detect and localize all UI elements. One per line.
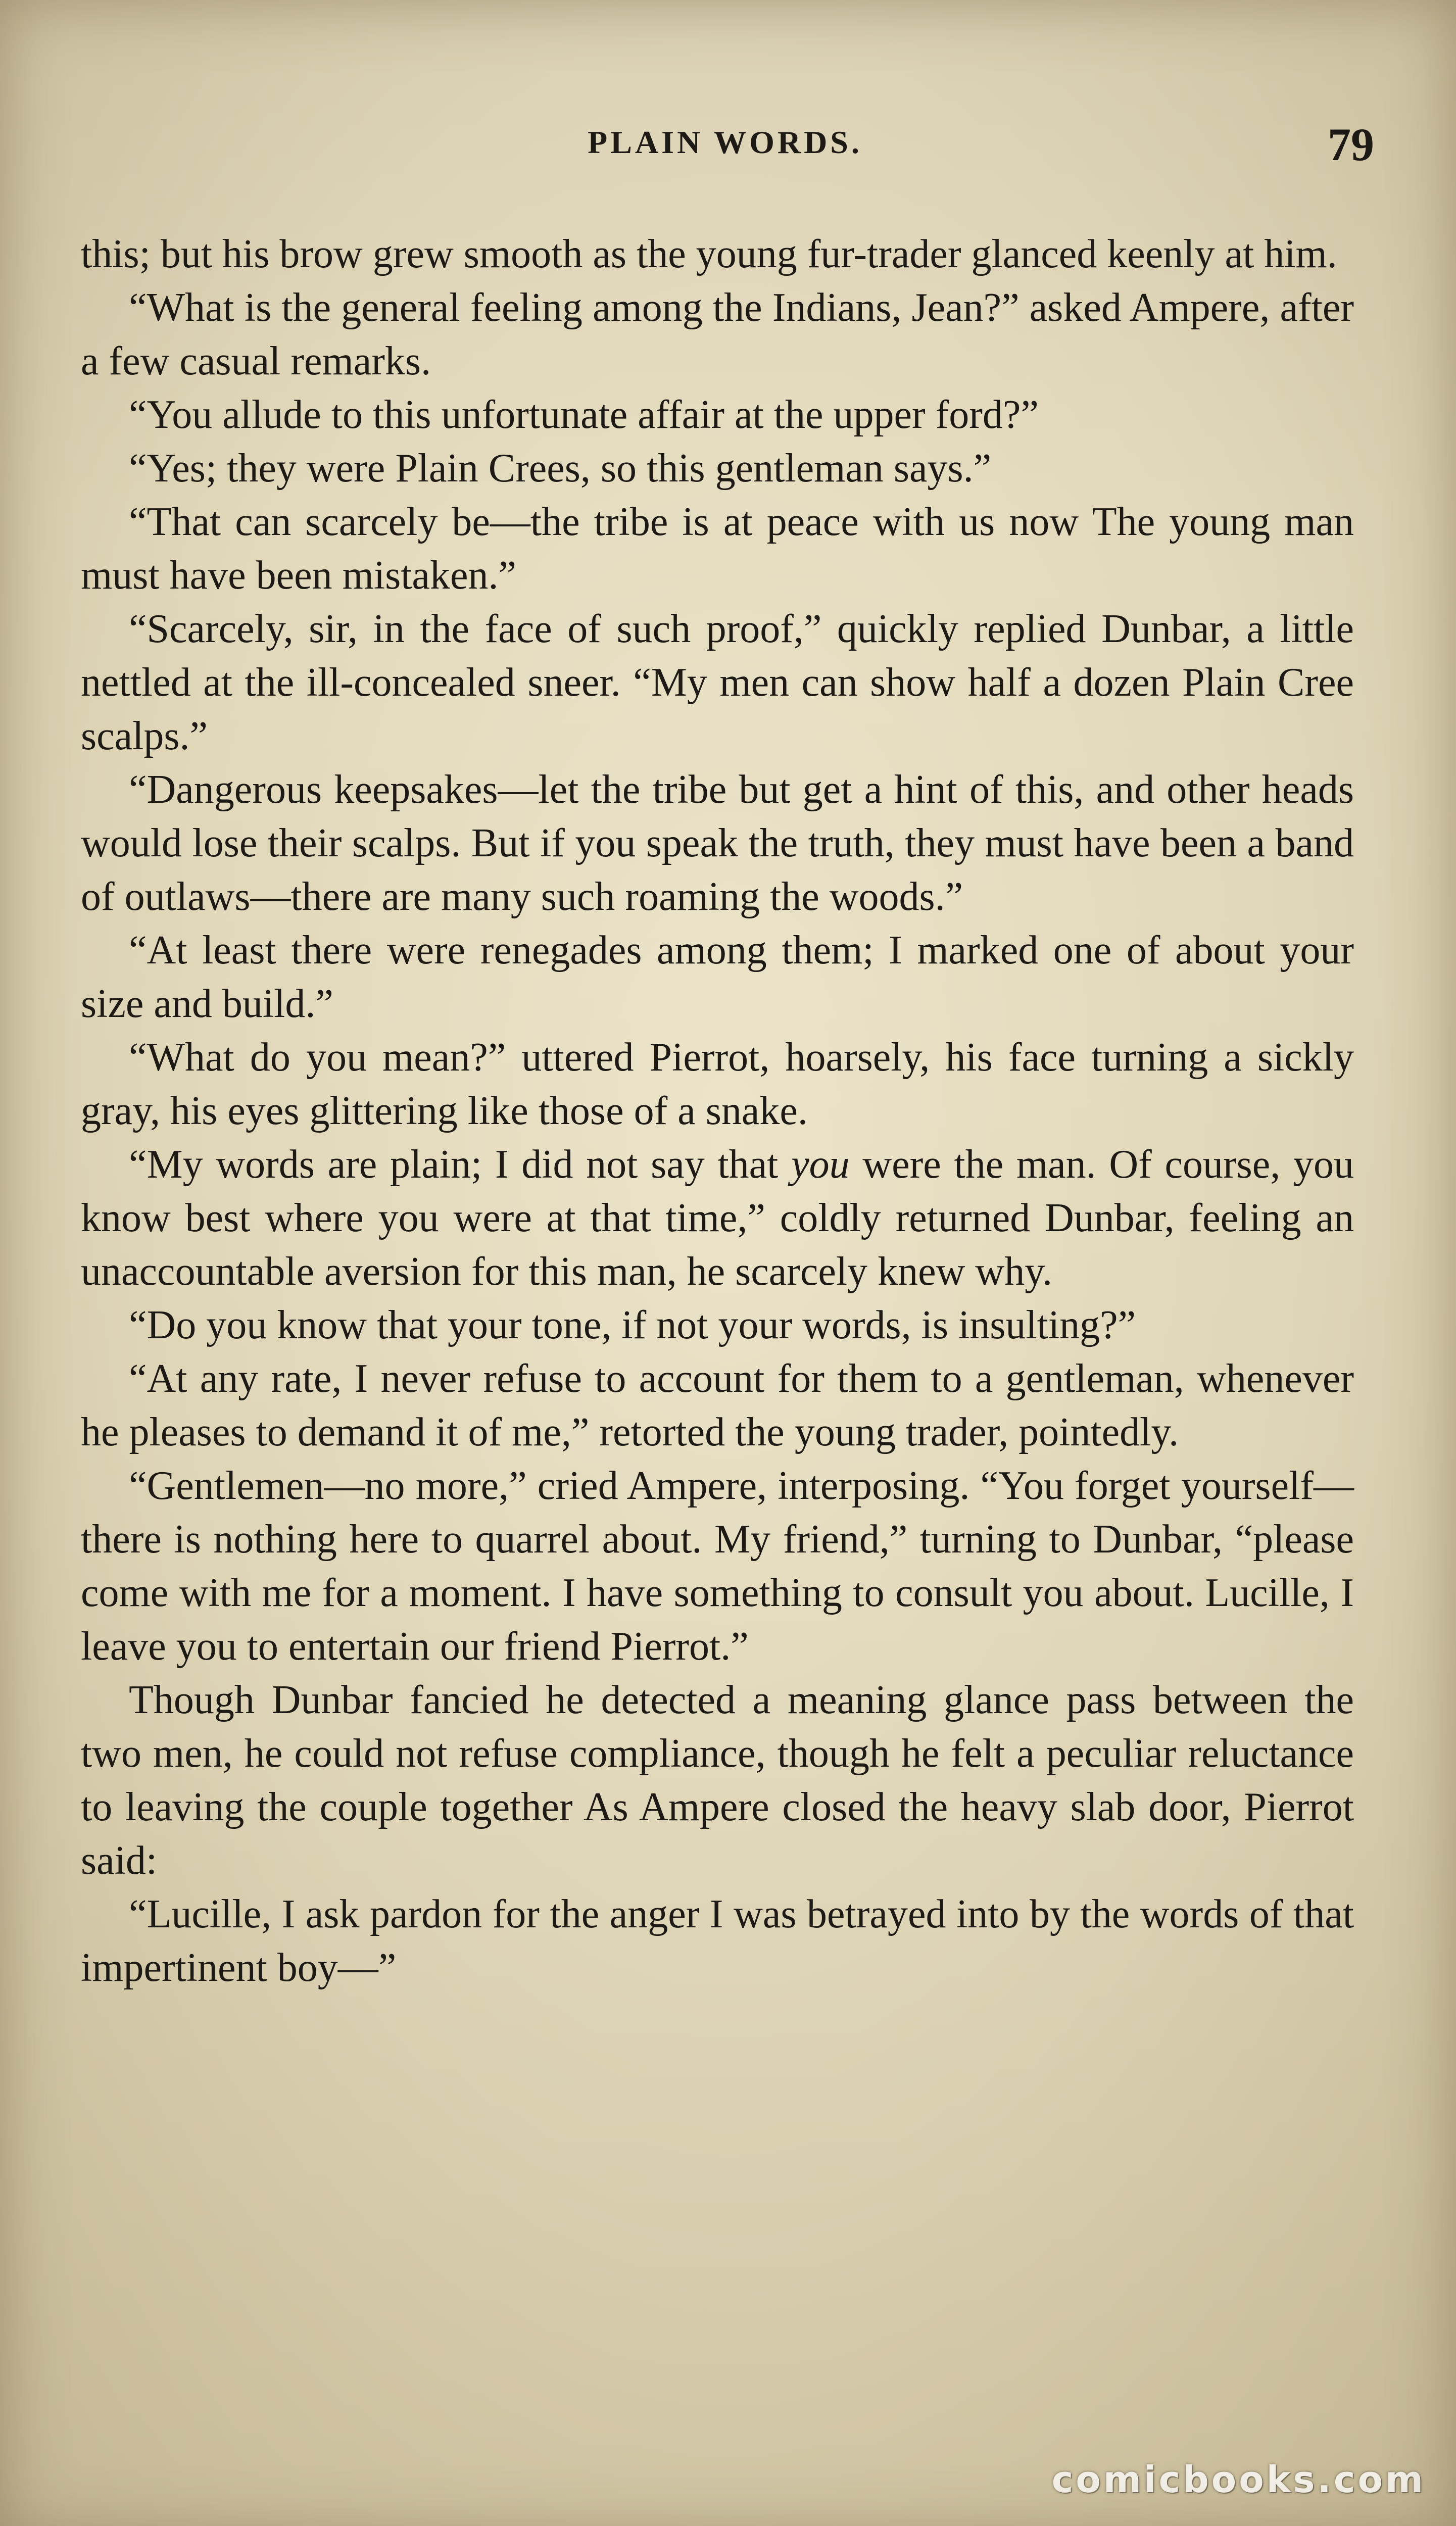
paragraph	[81, 1138, 1354, 1298]
running-head: PLAIN WORDS.	[588, 124, 862, 160]
paragraph: “That can scarcely be—the tribe is at peace with us now The young man must have been mistaken.”	[81, 500, 1354, 598]
watermark: comicbooks.com	[1051, 2458, 1426, 2501]
paragraph: “Gentlemen—no more,” cried Ampere, interposing. “You forget yourself—there is nothing here to quarrel about. My friend,” turning to Dunbar, “please come with me for a moment. I have something to consult you about. Lucille, I leave you to entertain our friend Pierrot.”	[81, 1464, 1354, 1669]
paragraph: “What do you mean?” uttered Pierrot, hoarsely, his face turning a sickly gray, his eyes glittering like those of a snake.	[81, 1035, 1354, 1133]
page-header	[76, 119, 1374, 184]
paragraph: “Lucille, I ask pardon for the anger I was betrayed into by the words of that impertinent boy—”	[81, 1892, 1354, 1990]
paragraph: “Dangerous keepsakes—let the tribe but get a hint of this, and other heads would lose their scalps. But if you speak the truth, they must have been a band of outlaws—there are many such roaming the woods.”	[81, 767, 1354, 919]
paragraph: “Do you know that your tone, if not your words, is insulting?”	[129, 1303, 1136, 1347]
paragraph: Though Dunbar fancied he detected a meaning glance pass between the two men, he could not refuse compliance, though he felt a peculiar reluctance to leaving the couple together As Ampere closed the heavy slab door, Pierrot said:	[81, 1678, 1354, 1883]
paragraph: this; but his brow grew smooth as the young fur-trader glanced keenly at him.	[81, 232, 1337, 276]
paragraph-text-before: “My words are plain; I did not say that	[129, 1142, 792, 1187]
emphasized-word: you	[791, 1142, 850, 1187]
paragraph: “At least there were renegades among them; I marked one of about your size and build.”	[81, 928, 1354, 1026]
paragraph: “At any rate, I never refuse to account for them to a gentleman, whenever he pleases to demand it of me,” retorted the young trader, pointedly.	[81, 1356, 1354, 1454]
paragraph: “What is the general feeling among the Indians, Jean?” asked Ampere, after a few casual remarks.	[81, 285, 1354, 383]
paragraph-text-after: were the man. Of course, you know best where you were at that time,” coldly returned Dunbar, feeling an unaccountable aversion for this man, he scarcely knew why.	[81, 1142, 1354, 1294]
paragraph: “Scarcely, sir, in the face of such proof,” quickly replied Dunbar, a little nettled at the ill-concealed sneer. “My men can show half a dozen Plain Cree scalps.”	[81, 607, 1354, 758]
paragraph: “You allude to this unfortunate affair at the upper ford?”	[129, 393, 1039, 437]
page-number: 79	[1328, 119, 1374, 170]
paragraph: “Yes; they were Plain Crees, so this gentleman says.”	[129, 446, 992, 491]
body-text	[81, 227, 1354, 1995]
